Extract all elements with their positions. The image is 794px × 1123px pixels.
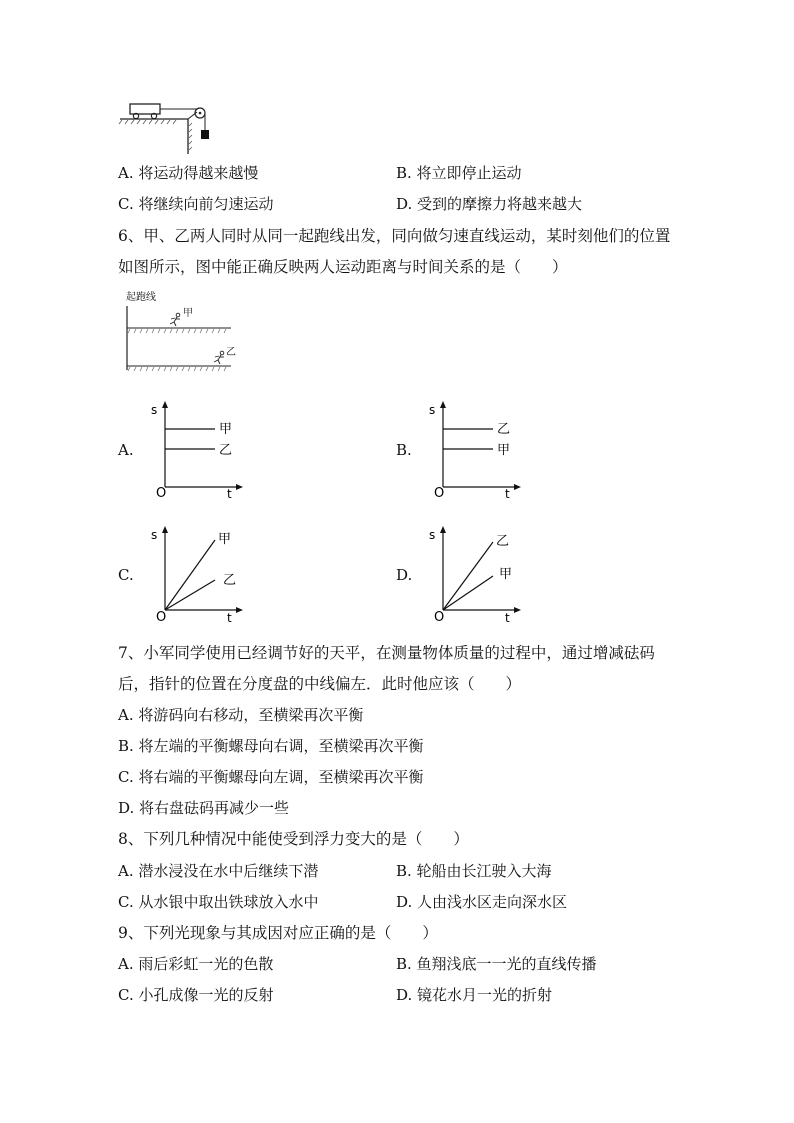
race-scene-figure bbox=[118, 290, 238, 380]
q6-graph-a bbox=[148, 397, 248, 501]
q8-option-b: B. 轮船由长江驶入大海 bbox=[396, 862, 552, 880]
q6c-top-label: 甲 bbox=[218, 532, 232, 547]
q6b-top-label: 乙 bbox=[497, 422, 511, 437]
q6a-top-label: 甲 bbox=[219, 422, 233, 437]
q7-stem-line2: 后，指针的位置在分度盘的中线偏左．此时他应该（ ） bbox=[118, 675, 522, 693]
q6a-bottom-label: 乙 bbox=[219, 443, 233, 458]
q7-option-c: C. 将右端的平衡螺母向左调，至横梁再次平衡 bbox=[118, 768, 424, 786]
start-line-label: 起跑线 bbox=[126, 292, 156, 303]
q6-option-a-letter: A. bbox=[118, 441, 134, 459]
cart-pulley-figure bbox=[118, 100, 218, 156]
q9-stem: 9、下列光现象与其成因对应正确的是（ ） bbox=[118, 924, 438, 942]
q6d-top-label: 乙 bbox=[496, 534, 510, 549]
runner-yi-icon bbox=[214, 351, 224, 364]
q6d-origin: O bbox=[434, 610, 445, 625]
q6b-axis-s: s bbox=[429, 403, 436, 417]
q6-option-c-letter: C. bbox=[118, 566, 134, 584]
q6a-origin: O bbox=[156, 486, 167, 501]
q6c-axis-t: t bbox=[227, 611, 232, 625]
q7-stem-line1: 7、小军同学使用已经调节好的天平，在测量物体质量的过程中，通过增减砝码 bbox=[118, 644, 655, 662]
q6c-origin: O bbox=[156, 610, 167, 625]
q7-option-a: A. 将游码向右移动，至横梁再次平衡 bbox=[118, 706, 364, 724]
q6-graph-c bbox=[148, 522, 248, 626]
q5-option-c: C. 将继续向前匀速运动 bbox=[118, 195, 274, 213]
q5-option-d: D. 受到的摩擦力将越来越大 bbox=[396, 195, 583, 213]
q6b-axis-t: t bbox=[505, 487, 510, 501]
q7-option-b: B. 将左端的平衡螺母向右调，至横梁再次平衡 bbox=[118, 737, 424, 755]
q8-option-a: A. 潜水浸没在水中后继续下潜 bbox=[118, 862, 319, 880]
q5-option-b: B. 将立即停止运动 bbox=[396, 164, 522, 182]
q6-graph-d bbox=[426, 522, 526, 626]
q6c-axis-s: s bbox=[151, 528, 158, 542]
q6-graph-b bbox=[426, 397, 526, 501]
runner-jia-icon bbox=[170, 313, 180, 326]
q6b-bottom-label: 甲 bbox=[497, 443, 511, 458]
q6a-axis-t: t bbox=[227, 487, 232, 501]
q8-stem: 8、下列几种情况中能使受到浮力变大的是（ ） bbox=[118, 830, 469, 848]
q6c-bottom-label: 乙 bbox=[223, 573, 237, 588]
q9-option-c: C. 小孔成像一光的反射 bbox=[118, 986, 274, 1004]
q6-stem: 6、甲、乙两人同时从同一起跑线出发，同向做匀速直线运动，某时刻他们的位置如图所示，图中能正确反映两人运动距离与时间关系的是（ ） bbox=[118, 227, 671, 276]
q5-option-a: A. 将运动得越来越慢 bbox=[118, 164, 259, 182]
q6d-axis-t: t bbox=[505, 611, 510, 625]
q9-option-d: D. 镜花水月一光的折射 bbox=[396, 986, 553, 1004]
q6b-origin: O bbox=[434, 486, 445, 501]
q6-option-b-letter: B. bbox=[396, 441, 412, 459]
q9-option-b: B. 鱼翔浅底一一光的直线传播 bbox=[396, 955, 597, 973]
q8-option-d: D. 人由浅水区走向深水区 bbox=[396, 893, 568, 911]
q6a-axis-s: s bbox=[151, 403, 158, 417]
q6d-axis-s: s bbox=[429, 528, 436, 542]
runner-yi-label: 乙 bbox=[226, 347, 236, 358]
q6-option-d-letter: D. bbox=[396, 566, 413, 584]
q7-option-d: D. 将右盘砝码再减少一些 bbox=[118, 799, 290, 817]
q6d-bottom-label: 甲 bbox=[499, 567, 513, 582]
q9-option-a: A. 雨后彩虹一光的色散 bbox=[118, 955, 274, 973]
runner-jia-label: 甲 bbox=[183, 308, 193, 319]
q8-option-c: C. 从水银中取出铁球放入水中 bbox=[118, 893, 319, 911]
